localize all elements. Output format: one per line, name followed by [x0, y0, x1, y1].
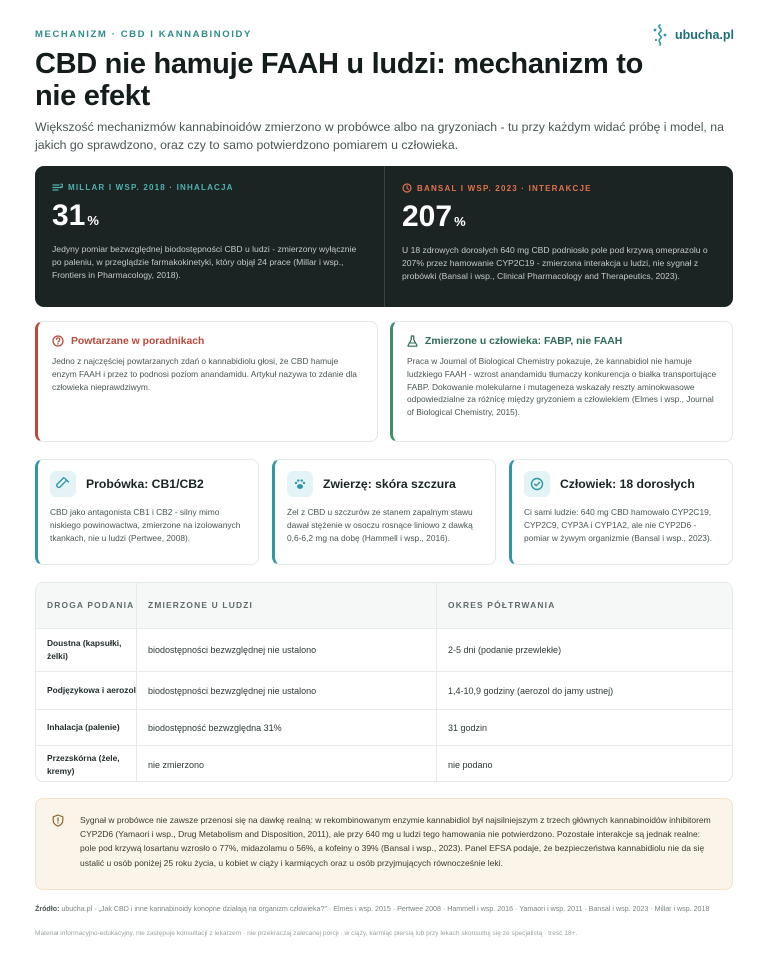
evidence-card-header [50, 471, 246, 497]
table-cell-half-life: nie podano [436, 746, 732, 782]
column-header-measured: ZMIERZONE U LUDZI [136, 583, 436, 628]
table-header-row [36, 583, 732, 628]
eyebrow: MECHANIZM · CBD I KANNABINOIDY [35, 29, 252, 40]
table-cell-measured: biodostępność bezwzględna 31% [136, 710, 436, 745]
column-header-half-life: OKRES PÓŁTRWANIA [436, 583, 732, 628]
table-cell-measured: biodostępności bezwzględnej nie ustalono [136, 629, 436, 671]
hero-stats [35, 166, 733, 307]
hero-stat-unit: % [87, 213, 99, 228]
fact-card-text: Praca w Journal of Biological Chemistry pokazuje, że kannabidiol nie hamuje ludzkiego FAAH - wzrost anandamidu tłumaczy konkurencja o białka transportujące FABP. Dokowanie molekularne i mutageneza wskazały reszty aminokwasowe odpowiedzialne za różnicę między gryzoniem a człowiekiem (Elmes i wsp., Journal of Biological Chemistry, 2015). [407, 356, 717, 418]
hero-stat-description: Jedyny pomiar bezwzględnej biodostępności CBD u ludzi - zmierzony wyłącznie po paleniu, w przeglądzie farmakokinetyki, który objął 24 prace (Millar i wsp., Frontiers in Pharmacology, 2018). [52, 244, 357, 280]
brand-name: ubucha.pl [674, 28, 734, 42]
hero-stat-number: 207 [402, 200, 453, 233]
fact-card-title: Zmierzone u człowieka: FABP, nie FAAH [425, 335, 623, 347]
source-text: ubucha.pl · „Jak CBD i inne kannabinoidy konopne działają na organizm człowieka?" · Elmes i wsp. 2015 · Pertwee 2008 · Hammell i wsp. 2016 · Yamaori i wsp. 2011 · Bansal i wsp. 2023 · Millar i wsp. 2018 [61, 905, 710, 913]
lead-paragraph: Większość mechanizmów kannabinoidów zmierzono w probówce albo na gryzoniach - tu przy każdym widać próbę i model, na jakich go sprawdzono, oraz czy to samo potwierdzono pomiarem u człowieka. [35, 120, 724, 152]
check-circle-icon [524, 471, 550, 497]
brand-logo[interactable] [651, 24, 734, 46]
fact-card-header [407, 335, 718, 347]
table-cell-half-life: 31 godzin [436, 710, 732, 745]
table-cell-route: Przezskórna (żele, kremy) [47, 752, 120, 776]
evidence-card-in-vitro [35, 459, 259, 565]
hero-stat-unit: % [454, 214, 466, 229]
column-header-route: DROGA PODANIA [47, 600, 135, 610]
table-cell-route: Doustna (kapsułki, żelki) [47, 638, 122, 661]
table-row [36, 709, 732, 745]
hero-stat-number: 31 [52, 199, 86, 232]
hero-stat-label-text: MILLAR I WSP. 2018 · INHALACJA [68, 183, 234, 192]
evidence-card-header [524, 471, 720, 497]
test-tube-icon [50, 471, 76, 497]
evidence-card-header [287, 471, 483, 497]
evidence-card-text: Ci sami ludzie: 640 mg CBD hamowało CYP2C19, CYP2C9, CYP3A i CYP1A2, ale nie CYP2D6 - pomiar w żywym organizmie (Bansal i wsp., 2023). [524, 507, 713, 543]
evidence-card-human [509, 459, 733, 565]
table-cell-measured: nie zmierzono [136, 746, 436, 782]
evidence-card-text: Żel z CBD u szczurów ze stanem zapalnym stawu dawał stężenie w osoczu rosnące liniowo z dawką 0,6-6,2 mg na dobę (Hammell i wsp., 2016). [287, 507, 473, 543]
routes-table [35, 582, 733, 782]
question-circle-icon [52, 335, 64, 347]
evidence-card-title: Probówka: CB1/CB2 [86, 477, 204, 491]
hero-stat-label [402, 183, 717, 193]
evidence-card-text: CBD jako antagonista CB1 i CB2 - silny mimo niskiego powinowactwa, zmierzone na izolowanych tkankach, nie u ludzi (Pertwee, 2008). [50, 507, 241, 543]
hero-stat-description: U 18 zdrowych dorosłych 640 mg CBD podniosło pole pod krzywą omeprazolu o 207% przez hamowanie CYP2C19 - zmierzona interakcja u ludzi, nie sygnał z probówki (Bansal i wsp., Clinical Pharmacology and Therapeutics, 2023). [402, 245, 708, 281]
myth-card-text: Jedno z najczęściej powtarzanych zdań o kannabidiolu głosi, że CBD hamuje enzym FAAH i przez to podnosi poziom anandamidu. Artykuł nazywa to zdanie dla człowieka nieprawdziwym. [52, 356, 357, 392]
table-cell-route: Inhalacja (palenie) [47, 722, 120, 732]
table-cell-half-life: 2-5 dni (podanie przewlekłe) [436, 629, 732, 671]
table-row [36, 671, 732, 709]
shield-alert-icon [52, 814, 64, 827]
disclaimer: Materiał informacyjno-edukacyjny, nie zastępuje konsultacji z lekarzem · nie przekraczaj zalecanej porcji · w ciąży, karmiąc piersią lub przy lekach skonsultuj się ze specjalistą · treść 18+. [35, 930, 578, 937]
warning-note [35, 798, 733, 890]
table-row [36, 745, 732, 782]
hero-stat-label-text: BANSAL I WSP. 2023 · INTERAKCJE [417, 183, 592, 193]
warning-note-text: Sygnał w probówce nie zawsze przenosi się na dawkę realną: w rekombinowanym enzymie kannabidiol był najsilniejszym z trzech głównych kannabinoidów inhibitorem CYP2D6 (Yamaori i wsp., Drug Metabolism and Disposition, 2011), ale przy 640 mg u ludzi tego hamowania nie potwierdzono. Pozostałe interakcje są jednak realne: pole pod krzywą losartanu wzrosło o 77%, midazolamu o 56%, a kofeiny o 39% (Bansal i wsp., 2023). Panel EFSA podaje, że bezpieczeństwa kannabidiolu nie da się ustalić u osób poniżej 25 roku życia, u kobiet w ciąży i karmiących oraz u osób przyjmujących równocześnie leki. [80, 815, 711, 868]
evidence-card-animal [272, 459, 496, 565]
hero-stat-interactions [384, 166, 734, 307]
table-cell-half-life: 1,4-10,9 godziny (aerozol do jamy ustnej) [436, 672, 732, 709]
hero-stat-label [52, 183, 367, 192]
evidence-card-title: Zwierzę: skóra szczura [323, 477, 456, 491]
hero-stat-value [52, 201, 367, 236]
source-line [35, 904, 735, 915]
clock-icon [402, 183, 412, 193]
myth-card-title: Powtarzane w poradnikach [71, 335, 205, 347]
table-row [36, 628, 732, 671]
myth-card [35, 321, 378, 442]
paw-icon [287, 471, 313, 497]
fact-card [390, 321, 733, 442]
hero-stat-value [402, 202, 717, 237]
smoke-icon [52, 183, 63, 192]
hero-stat-inhalation [35, 166, 384, 307]
kombucha-logo-icon [651, 24, 669, 46]
page-title: CBD nie hamuje FAAH u ludzi: mechanizm to nie efekt [35, 48, 644, 112]
table-cell-route: Podjęzykowa i aerozol [47, 685, 136, 695]
source-label: Źródło: [35, 905, 60, 913]
myth-card-header [52, 335, 363, 347]
table-cell-measured: biodostępności bezwzględnej nie ustalono [136, 672, 436, 709]
flask-icon [407, 335, 418, 347]
evidence-card-title: Człowiek: 18 dorosłych [560, 477, 695, 491]
